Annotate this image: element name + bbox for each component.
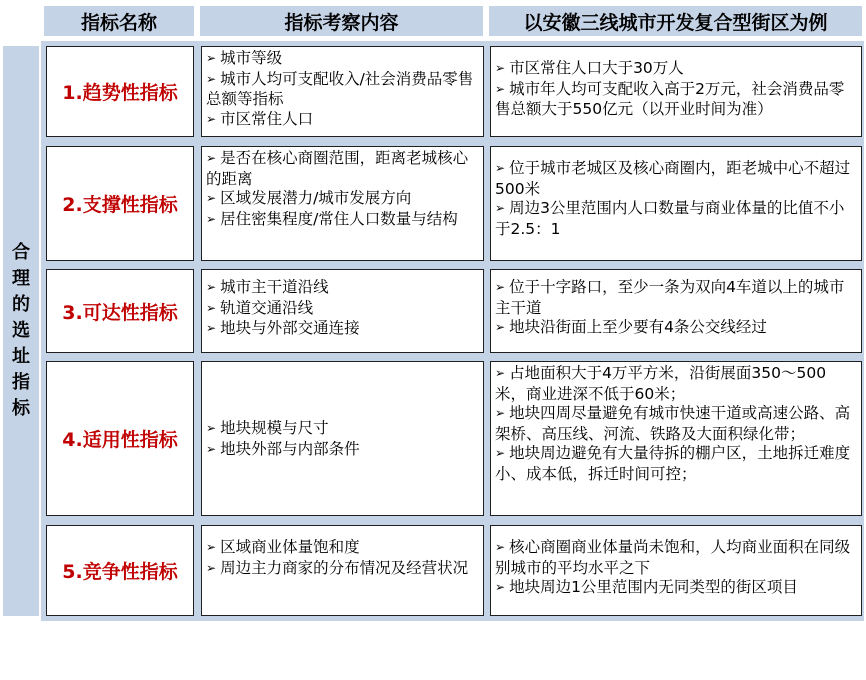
header-indicator-name: 指标名称 — [44, 6, 194, 36]
row-1-content-list — [202, 47, 483, 130]
row-3-name — [46, 269, 194, 353]
row-5-example — [490, 525, 862, 616]
list-item: ➢ 地块周边避免有大量待拆的棚户区，土地拆迁难度小、成本低，拆迁时间可控； — [495, 444, 857, 484]
side-label-block — [3, 46, 39, 616]
row-2-content — [201, 146, 484, 261]
row-2-name-text: 2.支撑性指标 — [62, 194, 178, 216]
row-5-example-list — [491, 526, 861, 599]
row-3-example — [490, 269, 862, 353]
header-example: 以安徽三线城市开发复合型街区为例 — [489, 6, 862, 36]
row-3-example-list — [491, 270, 861, 339]
list-item: ➢ 地块四周尽量避免有城市快速干道或高速公路、高架桥、高压线、河流、铁路及大面积绿化带； — [495, 404, 857, 444]
row-1-name-text: 1.趋势性指标 — [62, 82, 178, 104]
row-1-name — [46, 46, 194, 137]
row-4-name — [46, 361, 194, 516]
row-1-example-list — [491, 47, 861, 120]
side-label: 合理的选址指标 — [12, 242, 30, 419]
row-1-content — [201, 46, 484, 137]
list-item: ➢ 市区常住人口大于30万人 — [495, 59, 857, 80]
row-4-content-list — [202, 417, 483, 460]
list-item: ➢ 区域发展潜力/城市发展方向 — [206, 189, 479, 210]
list-item: ➢ 城市年人均可支配收入高于2万元，社会消费品零售总额大于550亿元（以开业时间为准） — [495, 80, 857, 120]
row-5-name — [46, 525, 194, 616]
list-item: ➢ 是否在核心商圈范围，距离老城核心的距离 — [206, 149, 479, 189]
row-5-content — [201, 525, 484, 616]
row-2-example — [490, 146, 862, 261]
row-4-content — [201, 361, 484, 516]
list-item: ➢ 城市等级 — [206, 49, 479, 70]
header-indicator-content: 指标考察内容 — [200, 6, 483, 36]
list-item: ➢ 地块沿街面上至少要有4条公交线经过 — [495, 318, 857, 339]
row-1-example — [490, 46, 862, 137]
list-item: ➢ 核心商圈商业体量尚未饱和，人均商业面积在同级别城市的平均水平之下 — [495, 538, 857, 578]
list-item: ➢ 周边3公里范围内人口数量与商业体量的比值不小于2.5：1 — [495, 199, 857, 239]
row-4-name-text: 4.适用性指标 — [62, 429, 178, 451]
row-2-content-list — [202, 147, 483, 230]
row-4-example-list — [491, 362, 861, 484]
row-4-example — [490, 361, 862, 516]
list-item: ➢ 轨道交通沿线 — [206, 299, 479, 320]
list-item: ➢ 地块规模与尺寸 — [206, 419, 479, 440]
list-item: ➢ 城市主干道沿线 — [206, 278, 479, 299]
list-item: ➢ 市区常住人口 — [206, 110, 479, 131]
row-5-name-text: 5.竞争性指标 — [62, 561, 178, 583]
list-item: ➢ 占地面积大于4万平方米，沿街展面350～500米，商业进深不低于60米； — [495, 364, 857, 404]
row-3-name-text: 3.可达性指标 — [62, 301, 178, 324]
row-3-content — [201, 269, 484, 353]
row-5-content-list — [202, 526, 483, 579]
list-item: ➢ 居住密集程度/常住人口数量与结构 — [206, 210, 479, 231]
list-item: ➢ 周边主力商家的分布情况及经营状况 — [206, 559, 479, 580]
row-2-example-list — [491, 147, 861, 239]
list-item: ➢ 地块周边1公里范围内无同类型的街区项目 — [495, 578, 857, 599]
list-item: ➢ 地块与外部交通连接 — [206, 319, 479, 340]
list-item: ➢ 位于城市老城区及核心商圈内，距老城中心不超过500米 — [495, 159, 857, 199]
row-2-name — [46, 146, 194, 261]
list-item: ➢ 位于十字路口，至少一条为双向4车道以上的城市主干道 — [495, 278, 857, 318]
list-item: ➢ 区域商业体量饱和度 — [206, 538, 479, 559]
list-item: ➢ 城市人均可支配收入/社会消费品零售总额等指标 — [206, 70, 479, 110]
row-3-content-list — [202, 270, 483, 340]
list-item: ➢ 地块外部与内部条件 — [206, 440, 479, 461]
